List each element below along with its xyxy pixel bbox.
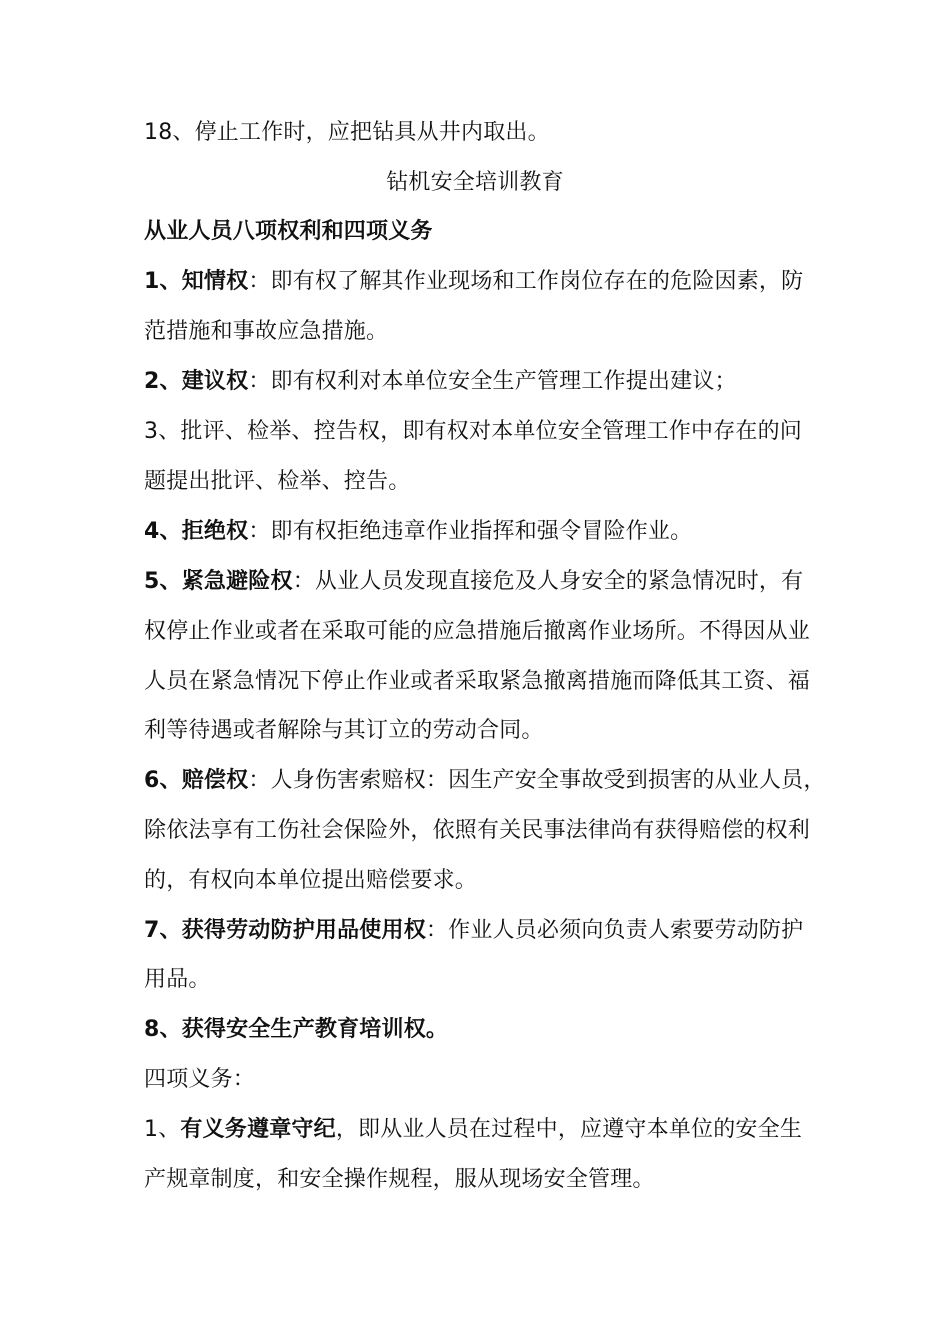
right-5-continued-1: 权停止作业或者在采取可能的应急措施后撤离作业场所。不得因从业: [144, 619, 811, 644]
duty-1-continued: 产规章制度，和安全操作规程，服从现场安全管理。: [144, 1167, 655, 1192]
right-1: [144, 266, 824, 298]
right-4: [144, 516, 824, 548]
right-7-continued: 用品。: [144, 967, 211, 992]
right-5-text: ：从业人员发现直接危及人身安全的紧急情况时，有: [292, 569, 804, 594]
right-2: [144, 366, 824, 398]
right-2-text: ：即有权利对本单位安全生产管理工作提出建议；: [248, 369, 737, 394]
duty-1: [144, 1114, 824, 1146]
duty-1-text: ，即从业人员在过程中，应遵守本单位的安全生: [335, 1117, 803, 1142]
duties-heading: 四项义务：: [144, 1067, 256, 1092]
right-3-continued: 题提出批评、检举、控告。: [144, 469, 411, 494]
right-6-label: 6、赔偿权: [144, 768, 249, 793]
duty-1-prefix: 1、: [144, 1117, 181, 1142]
right-6-text: ：人身伤害索赔权：因生产安全事故受到损害的从业人员，: [248, 768, 826, 793]
right-1-continued: 范措施和事故应急措施。: [144, 319, 389, 344]
duty-1-label: 有义务遵章守纪: [180, 1117, 336, 1142]
right-6-continued-2: 的，有权向本单位提出赔偿要求。: [144, 868, 478, 893]
right-7: [144, 915, 824, 947]
right-5-label: 5、紧急避险权: [144, 569, 293, 594]
right-1-label: 1、知情权: [144, 269, 249, 294]
right-3: 3、批评、检举、控告权，即有权对本单位安全管理工作中存在的问: [144, 419, 802, 444]
right-8: [144, 1014, 824, 1046]
right-8-text: 。: [425, 1017, 449, 1042]
right-4-text: ：即有权拒绝违章作业指挥和强令冒险作业。: [248, 519, 693, 544]
right-5-continued-3: 利等待遇或者解除与其订立的劳动合同。: [144, 718, 544, 743]
right-5: [144, 566, 824, 598]
right-2-label: 2、建议权: [144, 369, 249, 394]
right-4-label: 4、拒绝权: [144, 519, 249, 544]
right-8-label: 8、获得安全生产教育培训权: [144, 1017, 426, 1042]
right-6-continued-1: 除依法享有工伤社会保险外，依照有关民事法律尚有获得赔偿的权利: [144, 818, 811, 843]
right-1-text: ：即有权了解其作业现场和工作岗位存在的危险因素，防: [248, 269, 804, 294]
right-7-text: ：作业人员必须向负责人索要劳动防护: [425, 918, 804, 943]
section-heading: 从业人员八项权利和四项义务: [144, 219, 433, 244]
paragraph-item-18: 18、停止工作时，应把钻具从井内取出。: [144, 120, 550, 145]
right-5-continued-2: 人员在紧急情况下停止作业或者采取紧急撤离措施而降低其工资、福: [144, 669, 811, 694]
document-title: 钻机安全培训教育: [386, 170, 564, 195]
right-7-label: 7、获得劳动防护用品使用权: [144, 918, 426, 943]
right-6: [144, 765, 824, 797]
